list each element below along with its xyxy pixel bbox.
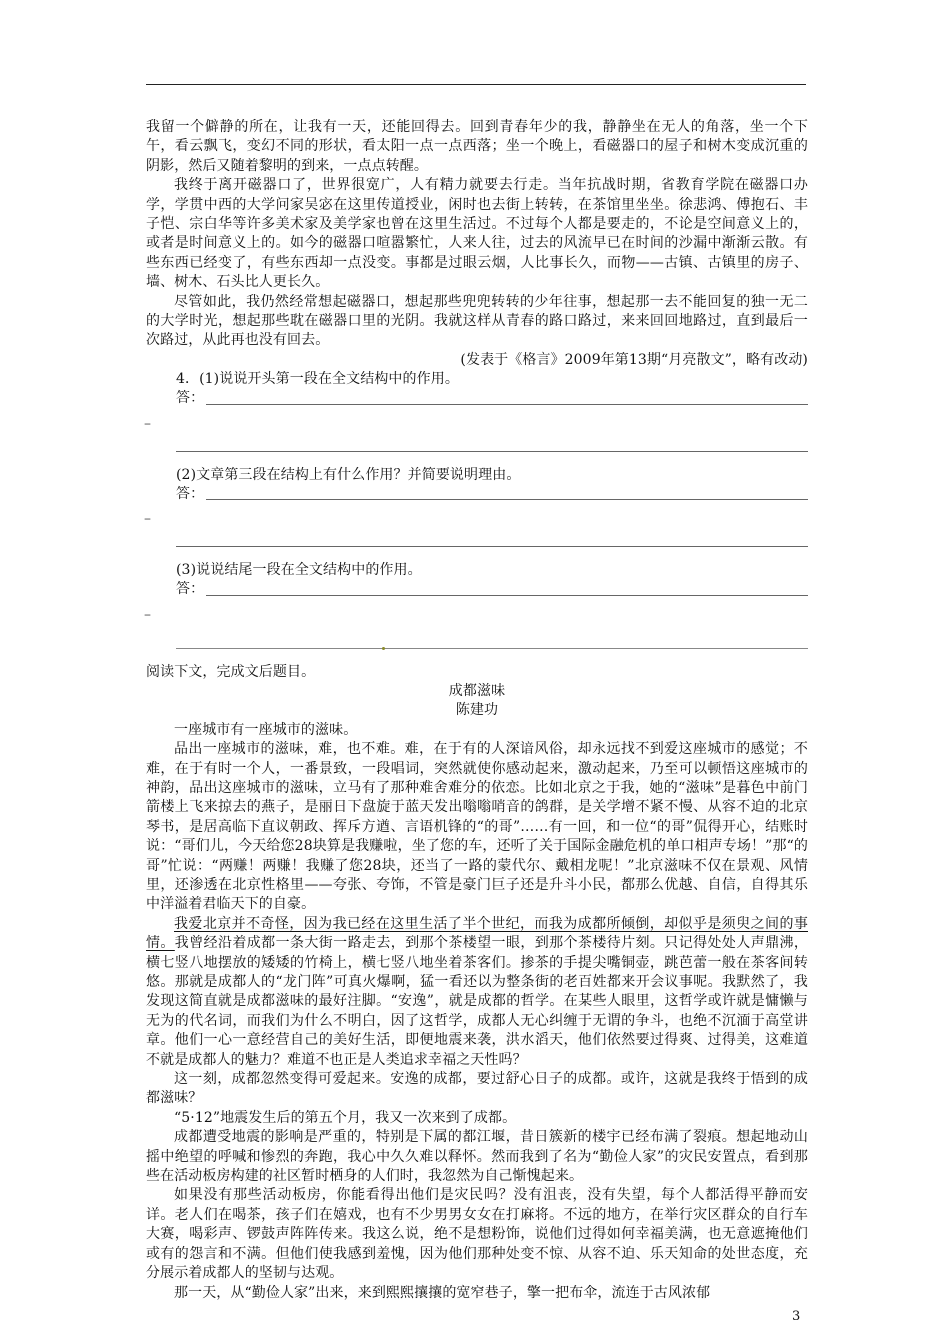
answer-line[interactable]: [206, 595, 808, 596]
question-3: (3)说说结尾一段在全文结构中的作用。: [176, 562, 422, 579]
header-rule: [146, 84, 806, 85]
reading-paragraph-6: 成都遭受地震的影响是严重的，特别是下属的都江堰，昔日簇新的楼宇已经布满了裂痕。想起地动山摇中绝望的呼喊和惨烈的奔跑，我心中久久难以释怀。然而我到了名为“勤俭人家”的灾民安置点，看到那些在活动板房构建的社区暂时栖身的人们时，我忽然为自己惭愧起来。: [146, 1129, 808, 1185]
question-2: (2)文章第三段在结构上有什么作用？并简要说明理由。: [176, 466, 521, 483]
answer-line-2[interactable]: [176, 528, 808, 547]
reading-title: 成都滋味: [448, 682, 506, 699]
essay-paragraph-1: 我留一个僻静的所在，让我有一天，还能回得去。回到青春年少的我，静静坐在无人的角落，坐一个下午，看云飘飞，变幻不同的形状，看太阳一点一点西落；坐一个晚上，看磁器口的屋子和树木变成沉重的阴影，然后又随着黎明的到来，一点点转醒。: [146, 119, 808, 174]
paragraph-text: 我曾经沿着成都一条大街一路走去，到那个茶楼望一眼，到那个茶楼待片刻。只记得处处人声鼎沸，横七竖八地摆放的矮矮的竹椅上，横七竖八地坐着茶客们。掺茶的手提尖嘴铜壶，跳芭蕾一般在茶客间转悠。那就是成都人的“龙门阵”可真火爆啊，猛一看还以为整条街的老百姓都来开会议事呢。我默然了，我发现这简直就是成都滋味的最好注脚。“安逸”，就是成都的哲学。在某些人眼里，这哲学或许就是慵懒与无为的代名词，而我们为什么不明白，因了这哲学，成都人无心纠缠于无谓的争斗，也绝不沉湎于高堂讲章。他们一心一意经营自己的美好生活，即便地震来袭，洪水滔天，他们依然要过得爽、过得美，这难道不就是成都人的魅力？难道不也正是人类追求幸福之天性吗？: [146, 935, 808, 1068]
answer-row-2[interactable]: [176, 485, 808, 504]
dot-mark: [382, 647, 385, 650]
answer-line-2[interactable]: [176, 624, 808, 649]
answer-label: 答：: [176, 390, 205, 407]
answer-dash: –: [144, 606, 152, 623]
underlined-sentence: 我爱北京并不奇怪，因为我已经在这里生活了半个世纪，而我为成都所倾倒，却似乎是须臾之间的事情。: [146, 915, 808, 952]
reading-paragraph-8: 那一天，从“勤俭人家”出来，来到熙熙攘攘的宽窄巷子，擎一把布伞，流连于古风浓郁: [174, 1284, 711, 1301]
answer-line[interactable]: [206, 499, 808, 500]
page-content: [146, 118, 808, 1303]
essay-source: (发表于《格言》2009年第13期“月亮散文”，略有改动): [460, 351, 808, 368]
question-1: 4．(1)说说开头第一段在全文结构中的作用。: [176, 371, 459, 388]
answer-dash: –: [144, 415, 152, 432]
reading-paragraph-3: [146, 915, 808, 1070]
reading-instruction: 阅读下文，完成文后题目。: [146, 663, 316, 680]
reading-paragraph-7: 如果没有那些活动板房，你能看得出他们是灾民吗？没有沮丧，没有失望，每个人都活得平静而安详。老人们在喝茶，孩子们在嬉戏，也有不少男男女女在打麻将。不远的地方，在举行灾区群众的自行车大赛，喝彩声、锣鼓声阵阵传来。我这么说，绝不是想粉饰，说他们过得如何幸福美满，也无意遮掩他们或有的怨言和不满。但他们使我感到羞愧，因为他们那种处变不惊、从容不迫、乐天知命的处世态度，充分展示着成都人的坚韧与达观。: [146, 1187, 808, 1282]
reading-paragraph-5: “5·12”地震发生后的第五个月，我又一次来到了成都。: [174, 1109, 517, 1126]
reading-paragraph-1: 一座城市有一座城市的滋味。: [174, 721, 358, 738]
answer-dash: –: [144, 511, 152, 528]
answer-line-2[interactable]: [176, 433, 808, 452]
page-number: 3: [792, 1309, 801, 1324]
essay-paragraph-2: 我终于离开磁器口了，世界很宽广，人有精力就要去行走。当年抗战时期，省教育学院在磁器口办学，学贯中西的大学问家吴宓在这里传道授业，闲时也去街上转转，在茶馆里坐坐。徐悲鸿、傅抱石、丰子恺、宗白华等许多美术家及美学家也曾在这里生活过。不过每个人都是要走的，不论是空间意义上的，或者是时间意义上的。如今的磁器口喧嚣繁忙，人来人往，过去的风流早已在时间的沙漏中渐渐云散。有些东西已经变了，有些东西却一点没变。事都是过眼云烟，人比事长久，而物——古镇、古镇里的房子、墙、树木、石头比人更长久。: [146, 177, 808, 291]
reading-paragraph-4: 这一刻，成都忽然变得可爱起来。安逸的成都，要过舒心日子的成都。或许，这就是我终于悟到的成都滋味？: [146, 1071, 808, 1107]
answer-row-3[interactable]: [176, 581, 808, 600]
essay-paragraph-3: 尽管如此，我仍然经常想起磁器口，想起那些兜兜转转的少年往事，想起那一去不能回复的独一无二的大学时光，想起那些耽在磁器口里的光阴。我就这样从青春的路口路过，来来回回地路过，直到最后一次路过，从此再也没有回去。: [146, 293, 808, 349]
answer-label: 答：: [176, 581, 205, 598]
reading-author: 陈建功: [455, 702, 499, 719]
answer-line[interactable]: [206, 404, 808, 405]
reading-paragraph-2: 品出一座城市的滋味，难，也不难。难，在于有的人深谙风俗，却永远找不到爱这座城市的感觉；不难，在于有时一个人，一番景致，一段唱词，突然就使你感动起来，激动起来，乃至可以顿悟这座城市的神韵，品出这座城市的滋味，立马有了那种难舍难分的依恋。比如北京之于我，她的“滋味”是暮色中前门箭楼上飞来掠去的燕子，是丽日下盘旋于蓝天发出嗡嗡哨音的鸽群，是关学增不紧不慢、从容不迫的北京琴书，是居高临下直议朝政、挥斥方遒、言语机锋的“的哥”……有一回，和一位“的哥”侃得开心，结账时说：“哥们儿，今天给您28块算是我赚啦，坐了您的车，还听了关于国际金融危机的单口相声专场！”那“的哥”忙说：“两赚！两赚！我赚了您28块，还当了一路的蒙代尔、戴相龙呢！”北京滋味不仅在景观、风情里，还渗透在北京性格里——夸张、夸饰，不管是豪门巨子还是升斗小民，都那么优越、自信，自得其乐中洋溢着君临天下的自豪。: [146, 741, 808, 913]
answer-row-1[interactable]: [176, 390, 808, 409]
answer-label: 答：: [176, 485, 205, 502]
